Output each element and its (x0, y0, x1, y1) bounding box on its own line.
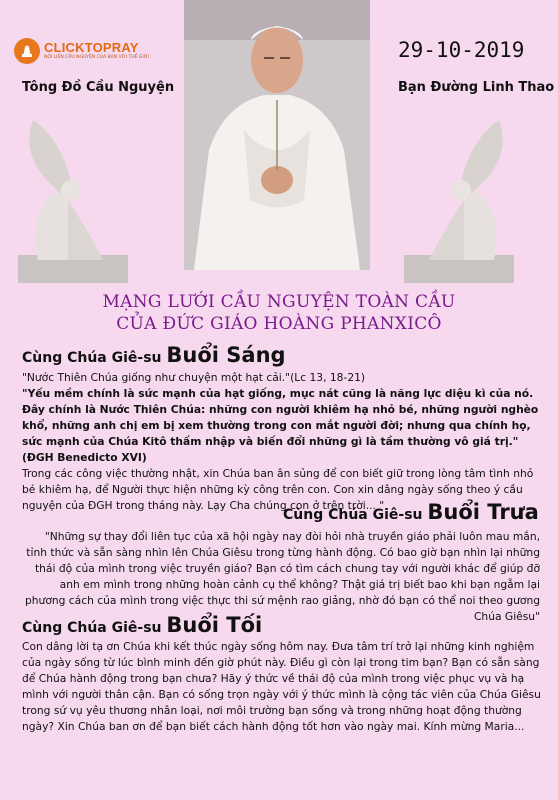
evening-title: Buổi Tối (166, 613, 263, 637)
noon-title: Buổi Trưa (427, 500, 539, 524)
evening-body: Con dâng lời tạ ơn Chúa khi kết thúc ngày sống hôm nay. Đưa tâm trí trở lại những kinh nghiệm của ngày sống từ lúc bình minh đến giờ phút này. Điều gì còn lại trong tim bạn? Bạn có sẵn sàng để Chúa hành động trong bạn chưa? Hãy ý thức về thái độ của mình trong việc phục vụ và hạ mình với người thân cận. Bạn có sống trọn ngày với ý thức mình là cộng tác viên của Chúa Giêsu trong sứ vụ yêu thương nhân loại, nơi môi trường bạn sống và trong những hoạt động thường ngày? Xin Chúa ban ơn để bạn biết cách hành động tốt hơn vào ngày mai. Kính mừng Maria... (22, 640, 541, 733)
morning-bold: "Yếu mềm chính là sức mạnh của hạt giống, mục nát cũng là năng lực diệu kì của nó. Đây chính là Nước Thiên Chúa: những con người khiêm hạ nhỏ bé, những người nghèo khổ, những anh chị em bị xem thường trong con mắt người đời; nhưng qua chính họ, sức mạnh của Chúa Kitô thấm nhập và biến đổi những gì là tầm thường vô giá trị." (ĐGH Benedicto XVI) (22, 387, 539, 464)
noon-section-title (283, 500, 539, 524)
prayer-hands-icon (14, 38, 40, 64)
angel-statue-right-icon (394, 110, 524, 285)
header-banner (0, 0, 558, 285)
morning-text (22, 370, 550, 514)
noon-body: "Những sự thay đổi liên tục của xã hội ngày nay đòi hỏi nhà truyền giáo phải luôn mau mắn, tỉnh thức và sẵn sàng nhìn lên Chúa Giêsu trong từng hành động. Có bao giờ bạn nhìn lại những thái độ của mình trong việc truyền giáo? Bạn có tìm cách chung tay với người khác để giúp đỡ anh em mình trong những hoàn cảnh cụ thể không? Thật giá trị biết bao khi bạn ngẫm lại phương cách của mình trong việc thực thi sứ mệnh rao giảng, nhờ đó bạn có thể noi theo gương Chúa Giêsu" (24, 530, 540, 623)
main-heading-line2: CỦA ĐỨC GIÁO HOÀNG PHANXICÔ (116, 314, 442, 334)
date: 29-10-2019 (398, 38, 525, 62)
main-heading-line1: MẠNG LƯỚI CẦU NGUYỆN TOÀN CẦU (102, 292, 456, 312)
evening-section-title (22, 613, 262, 637)
brand-name: CLICKTOPRAY (44, 40, 139, 56)
noon-prefix: Cùng Chúa Giê-su (283, 507, 428, 523)
morning-quote: "Nước Thiên Chúa giống như chuyện một hạt cải."(Lc 13, 18-21) (22, 371, 366, 384)
left-title: Tông Đồ Cầu Nguyện (22, 80, 175, 95)
morning-title: Buổi Sáng (166, 343, 286, 367)
morning-section-title (22, 343, 286, 367)
pope-photo (184, 0, 370, 270)
right-title: Bạn Đường Linh Thao (398, 80, 555, 95)
angel-statue-left-icon (8, 110, 138, 285)
evening-prefix: Cùng Chúa Giê-su (22, 620, 167, 636)
morning-body: Trong các công việc thường nhật, xin Chúa ban ân sủng để con biết giữ trong lòng tâm tình nhỏ bé khiêm hạ, để Người thực hiện những kỳ công trên con. Con xin dâng ngày sống theo ý cầu nguyện của ĐGH trong tháng này. Lạy Cha chúng con ở trên trời... " (22, 467, 534, 512)
morning-prefix: Cùng Chúa Giê-su (22, 350, 167, 366)
brand-tagline: NỐI LIỀN CẦU NGUYỆN CỦA BẠN VỚI THẾ GIỚI (44, 55, 150, 61)
clicktopray-logo (14, 38, 149, 64)
